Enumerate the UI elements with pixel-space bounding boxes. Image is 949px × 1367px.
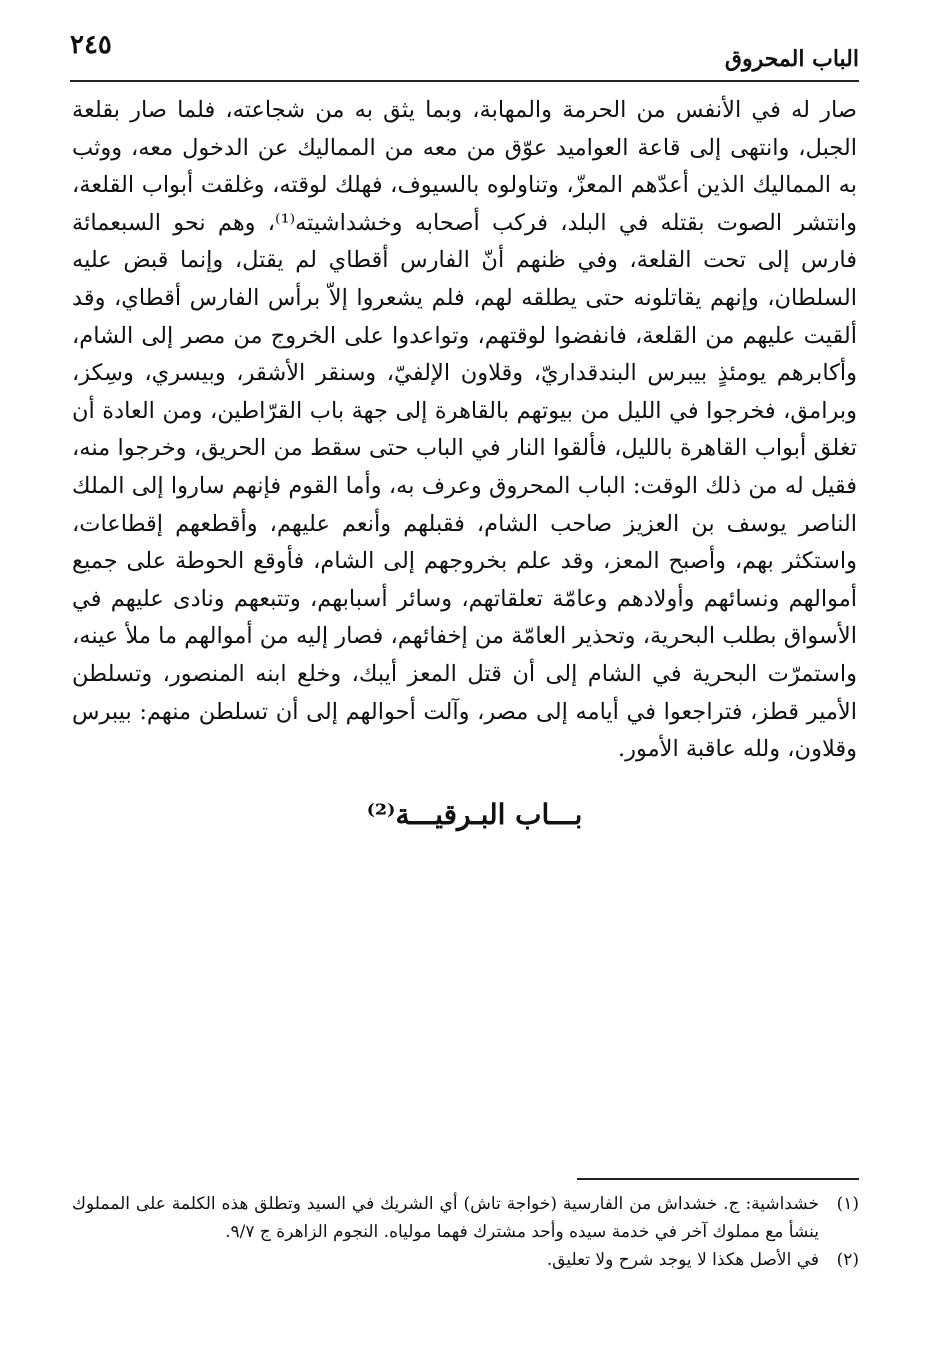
page-number: ٢٤٥ <box>70 30 112 60</box>
footnote <box>72 1190 859 1246</box>
footnote-number: (٢) <box>836 1250 859 1270</box>
footnote-number: (١) <box>836 1194 859 1214</box>
footnote-text: في الأصل هكذا لا يوجد شرح ولا تعليق. <box>546 1250 819 1270</box>
running-head: الباب المحروق <box>724 46 859 72</box>
body-paragraph: صار له في الأنفس من الحرمة والمهابة، وبما يثق به من شجاعته، فلما صار بقلعة الجبل، وانتهى إلى قاعة العواميد عوّق من معه من المماليك عن الدخول معه، ووثب به المماليك الذين أعدّهم المعزّ، وتناولوه بالسيوف، فهلك لوقته، وغلقت أبواب القلعة، وانتشر الصوت بقتله في البلد، فركب أصحابه وخشداشيته⁽¹⁾، وهم نحو السبعمائة فارس إلى تحت القلعة، وفي ظنهم أنّ الفارس أقطاي لم يقتل، وإنما قبض عليه السلطان، وإنهم يقاتلونه حتى يطلقه لهم، فلم يشعروا إلاّ برأس الفارس أقطاي، وقد ألقيت عليهم من القلعة، فانفضوا لوقتهم، وتواعدوا على الخروج من مصر إلى الشام، وأكابرهم يومئذٍ بيبرس البندقداريّ، وقلاون الإلفيّ، وسنقر الأشقر، وبيسري، وسِكز، وبرامق، فخرجوا في الليل من بيوتهم بالقاهرة إلى جهة باب القرّاطين، ومن العادة أن تغلق أبواب القاهرة بالليل، فألقوا النار في الباب حتى سقط من الحريق، وخرجوا منه، فقيل له من ذلك الوقت: الباب المحروق وعرف به، وأما القوم فإنهم ساروا إلى الملك الناصر يوسف بن العزيز صاحب الشام، فقبلهم وأنعم عليهم، وأقطعهم إقطاعات، واستكثر بهم، وأصبح المعز، وقد علم بخروجهم إلى الشام، فأوقع الحوطة على جميع أموالهم ونسائهم وأولادهم وعامّة تعلقاتهم، وسائر أسبابهم، وتتبعهم ونادى عليهم في الأسواق بطلب البحرية، وتحذير العامّة من إخفائهم، فصار إليه من أموالهم ما ملأ عينه، واستمرّت البحرية في الشام إلى أن قتل المعز أيبك، وخلع ابنه المنصور، وتسلطن الأمير قطز، فتراجعوا في أيامه إلى مصر، وآلت أحوالهم إلى أن تسلطن منهم: بيبرس وقلاون، ولله عاقبة الأمور. <box>72 97 858 763</box>
footnote-divider <box>577 1178 859 1180</box>
body-text <box>72 92 857 769</box>
section-title: بـــاب البـرقيـــة⁽²⁾ <box>366 798 583 831</box>
footnote-text: خشداشية: ج. خشداش من الفارسية (خواجة تاش) أي الشريك في السيد وتطلق هذه الكلمة على المملوك ينشأ مع مملوك آخر في خدمة سيده وأحد مشترك فهما مولياه. النجوم الزاهرة ج ٩/٧. <box>72 1194 819 1242</box>
page-header <box>70 30 859 82</box>
footnotes <box>72 1190 859 1274</box>
footnote <box>72 1246 859 1274</box>
